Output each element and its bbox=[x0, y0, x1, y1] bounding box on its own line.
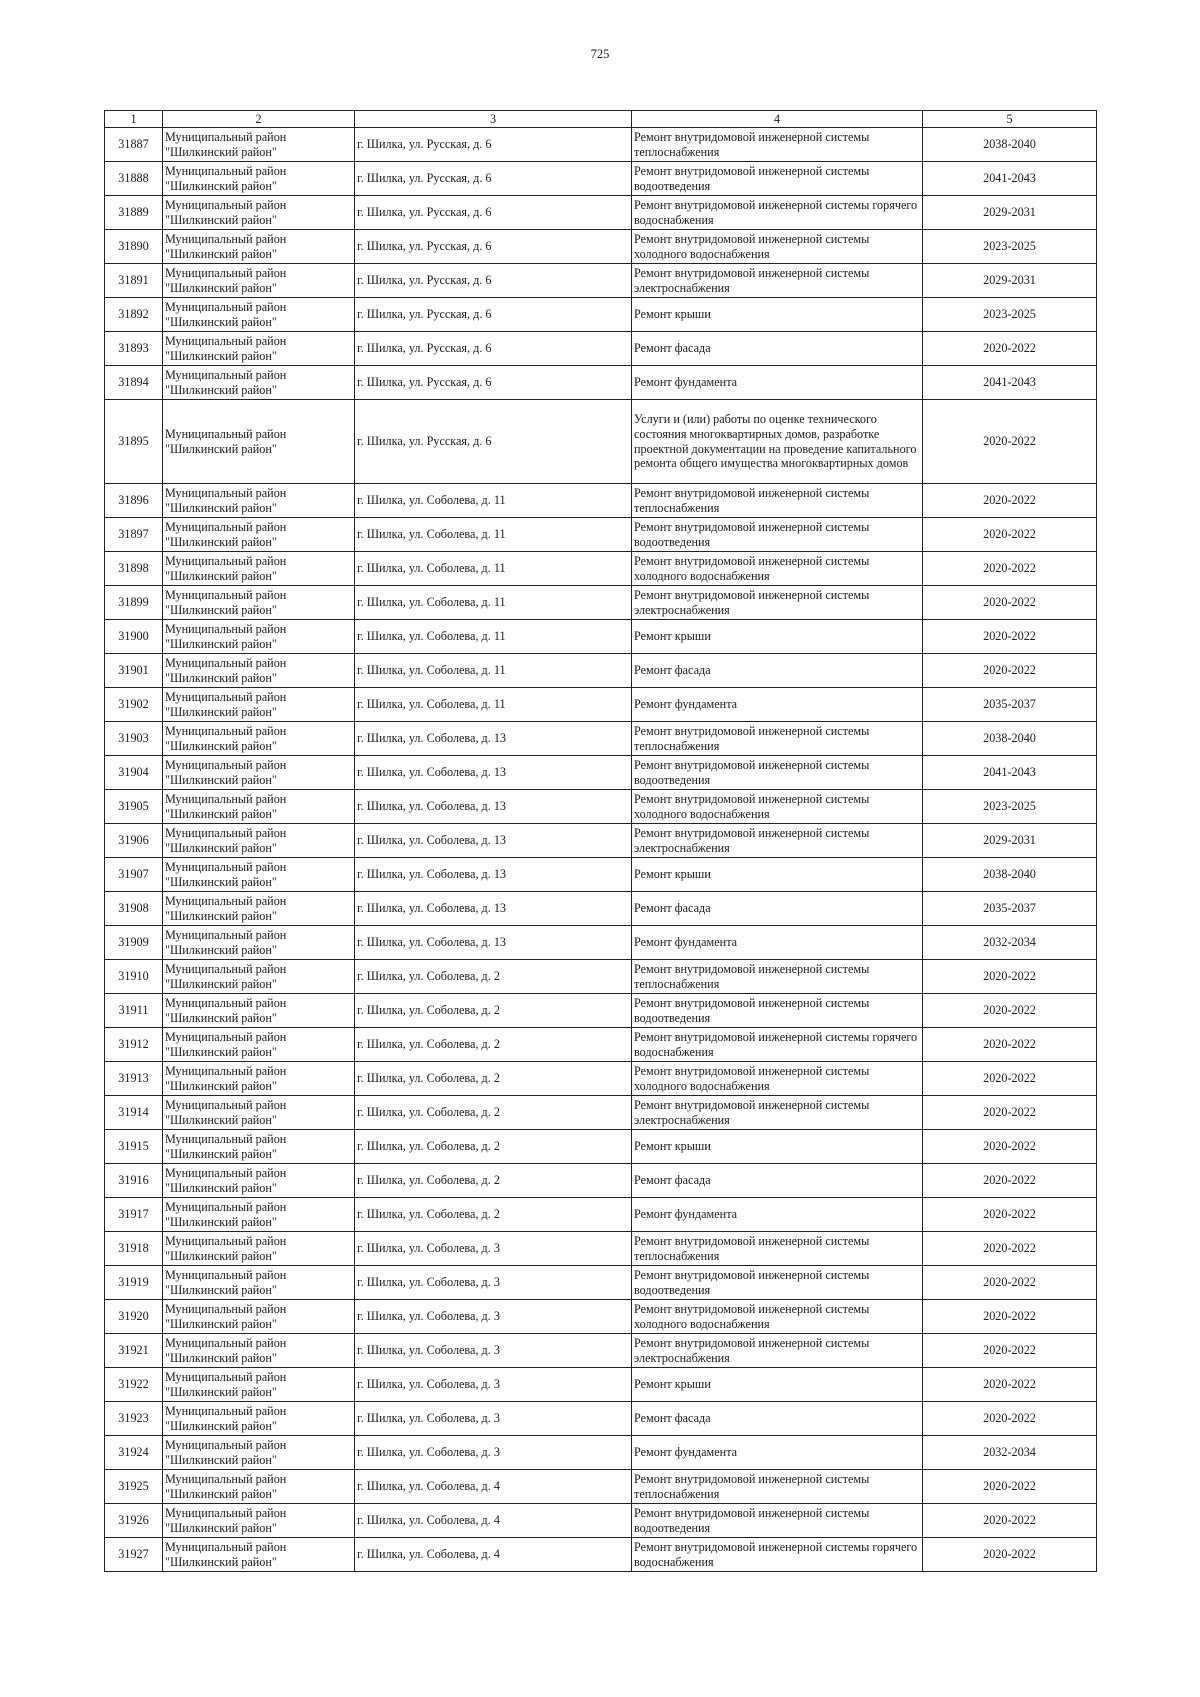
municipal-district: Муниципальный район "Шилкинский район" bbox=[163, 366, 355, 400]
municipal-district: Муниципальный район "Шилкинский район" bbox=[163, 1062, 355, 1096]
row-number: 31911 bbox=[105, 994, 163, 1028]
row-number: 31890 bbox=[105, 230, 163, 264]
house-address: г. Шилка, ул. Соболева, д. 11 bbox=[355, 620, 632, 654]
municipal-district: Муниципальный район "Шилкинский район" bbox=[163, 1266, 355, 1300]
repair-work-type: Ремонт фасада bbox=[632, 332, 923, 366]
table-row bbox=[105, 400, 1097, 484]
row-number: 31920 bbox=[105, 1300, 163, 1334]
table-row bbox=[105, 1130, 1097, 1164]
table-row bbox=[105, 1470, 1097, 1504]
repair-work-type: Ремонт крыши bbox=[632, 1130, 923, 1164]
municipal-district: Муниципальный район "Шилкинский район" bbox=[163, 264, 355, 298]
municipal-district: Муниципальный район "Шилкинский район" bbox=[163, 162, 355, 196]
column-header-1: 1 bbox=[105, 111, 163, 128]
table-row bbox=[105, 484, 1097, 518]
municipal-district: Муниципальный район "Шилкинский район" bbox=[163, 332, 355, 366]
row-number: 31908 bbox=[105, 892, 163, 926]
row-number: 31892 bbox=[105, 298, 163, 332]
planned-period: 2020-2022 bbox=[923, 1300, 1097, 1334]
table-row bbox=[105, 128, 1097, 162]
row-number: 31893 bbox=[105, 332, 163, 366]
house-address: г. Шилка, ул. Соболева, д. 4 bbox=[355, 1538, 632, 1572]
municipal-district: Муниципальный район "Шилкинский район" bbox=[163, 1130, 355, 1164]
house-address: г. Шилка, ул. Соболева, д. 3 bbox=[355, 1402, 632, 1436]
row-number: 31910 bbox=[105, 960, 163, 994]
repair-work-type: Ремонт фундамента bbox=[632, 926, 923, 960]
row-number: 31900 bbox=[105, 620, 163, 654]
row-number: 31912 bbox=[105, 1028, 163, 1062]
repair-work-type: Ремонт внутридомовой инженерной системы холодного водоснабжения bbox=[632, 790, 923, 824]
repair-work-type: Ремонт внутридомовой инженерной системы электроснабжения bbox=[632, 1334, 923, 1368]
planned-period: 2020-2022 bbox=[923, 1164, 1097, 1198]
row-number: 31897 bbox=[105, 518, 163, 552]
repair-work-type: Ремонт фундамента bbox=[632, 366, 923, 400]
municipal-district: Муниципальный район "Шилкинский район" bbox=[163, 1334, 355, 1368]
planned-period: 2032-2034 bbox=[923, 1436, 1097, 1470]
table-row bbox=[105, 1334, 1097, 1368]
house-address: г. Шилка, ул. Русская, д. 6 bbox=[355, 264, 632, 298]
planned-period: 2041-2043 bbox=[923, 756, 1097, 790]
table-row bbox=[105, 960, 1097, 994]
planned-period: 2023-2025 bbox=[923, 790, 1097, 824]
table-row bbox=[105, 1436, 1097, 1470]
repair-work-type: Ремонт внутридомовой инженерной системы холодного водоснабжения bbox=[632, 1062, 923, 1096]
municipal-district: Муниципальный район "Шилкинский район" bbox=[163, 552, 355, 586]
house-address: г. Шилка, ул. Соболева, д. 2 bbox=[355, 960, 632, 994]
row-number: 31894 bbox=[105, 366, 163, 400]
repair-work-type: Ремонт фасада bbox=[632, 654, 923, 688]
planned-period: 2020-2022 bbox=[923, 586, 1097, 620]
repair-work-type: Ремонт внутридомовой инженерной системы водоотведения bbox=[632, 162, 923, 196]
table-row bbox=[105, 1062, 1097, 1096]
repair-work-type: Ремонт фасада bbox=[632, 1402, 923, 1436]
house-address: г. Шилка, ул. Соболева, д. 2 bbox=[355, 1198, 632, 1232]
municipal-district: Муниципальный район "Шилкинский район" bbox=[163, 1300, 355, 1334]
house-address: г. Шилка, ул. Русская, д. 6 bbox=[355, 230, 632, 264]
table-row bbox=[105, 1266, 1097, 1300]
table-body bbox=[105, 128, 1097, 1572]
repair-work-type: Ремонт внутридомовой инженерной системы электроснабжения bbox=[632, 586, 923, 620]
house-address: г. Шилка, ул. Соболева, д. 11 bbox=[355, 654, 632, 688]
house-address: г. Шилка, ул. Соболева, д. 13 bbox=[355, 926, 632, 960]
repair-work-type: Ремонт внутридомовой инженерной системы теплоснабжения bbox=[632, 128, 923, 162]
planned-period: 2020-2022 bbox=[923, 332, 1097, 366]
repair-work-type: Ремонт фасада bbox=[632, 892, 923, 926]
municipal-district: Муниципальный район "Шилкинский район" bbox=[163, 858, 355, 892]
table-row bbox=[105, 518, 1097, 552]
row-number: 31891 bbox=[105, 264, 163, 298]
house-address: г. Шилка, ул. Соболева, д. 11 bbox=[355, 552, 632, 586]
table-row bbox=[105, 552, 1097, 586]
house-address: г. Шилка, ул. Соболева, д. 11 bbox=[355, 518, 632, 552]
municipal-district: Муниципальный район "Шилкинский район" bbox=[163, 1164, 355, 1198]
repair-work-type: Ремонт крыши bbox=[632, 620, 923, 654]
repair-work-type: Ремонт фасада bbox=[632, 1164, 923, 1198]
table-row bbox=[105, 620, 1097, 654]
planned-period: 2032-2034 bbox=[923, 926, 1097, 960]
row-number: 31898 bbox=[105, 552, 163, 586]
row-number: 31925 bbox=[105, 1470, 163, 1504]
house-address: г. Шилка, ул. Соболева, д. 3 bbox=[355, 1300, 632, 1334]
table-row bbox=[105, 1538, 1097, 1572]
repair-work-type: Ремонт внутридомовой инженерной системы водоотведения bbox=[632, 1504, 923, 1538]
table-row bbox=[105, 1028, 1097, 1062]
planned-period: 2020-2022 bbox=[923, 400, 1097, 484]
municipal-district: Муниципальный район "Шилкинский район" bbox=[163, 620, 355, 654]
row-number: 31887 bbox=[105, 128, 163, 162]
row-number: 31926 bbox=[105, 1504, 163, 1538]
house-address: г. Шилка, ул. Русская, д. 6 bbox=[355, 128, 632, 162]
planned-period: 2020-2022 bbox=[923, 552, 1097, 586]
planned-period: 2020-2022 bbox=[923, 1198, 1097, 1232]
table-row bbox=[105, 858, 1097, 892]
house-address: г. Шилка, ул. Соболева, д. 3 bbox=[355, 1232, 632, 1266]
house-address: г. Шилка, ул. Соболева, д. 4 bbox=[355, 1504, 632, 1538]
repair-work-type: Ремонт внутридомовой инженерной системы теплоснабжения bbox=[632, 484, 923, 518]
table-row bbox=[105, 1198, 1097, 1232]
row-number: 31927 bbox=[105, 1538, 163, 1572]
row-number: 31895 bbox=[105, 400, 163, 484]
row-number: 31919 bbox=[105, 1266, 163, 1300]
repair-work-type: Ремонт внутридомовой инженерной системы электроснабжения bbox=[632, 1096, 923, 1130]
house-address: г. Шилка, ул. Соболева, д. 3 bbox=[355, 1436, 632, 1470]
row-number: 31889 bbox=[105, 196, 163, 230]
table-row bbox=[105, 824, 1097, 858]
row-number: 31903 bbox=[105, 722, 163, 756]
repair-work-type: Ремонт внутридомовой инженерной системы электроснабжения bbox=[632, 264, 923, 298]
repair-work-type: Ремонт фундамента bbox=[632, 1198, 923, 1232]
planned-period: 2023-2025 bbox=[923, 298, 1097, 332]
house-address: г. Шилка, ул. Соболева, д. 2 bbox=[355, 1130, 632, 1164]
planned-period: 2029-2031 bbox=[923, 196, 1097, 230]
municipal-district: Муниципальный район "Шилкинский район" bbox=[163, 230, 355, 264]
planned-period: 2023-2025 bbox=[923, 230, 1097, 264]
planned-period: 2035-2037 bbox=[923, 892, 1097, 926]
repair-work-type: Ремонт внутридомовой инженерной системы водоотведения bbox=[632, 518, 923, 552]
planned-period: 2035-2037 bbox=[923, 688, 1097, 722]
house-address: г. Шилка, ул. Соболева, д. 2 bbox=[355, 994, 632, 1028]
table-row bbox=[105, 230, 1097, 264]
house-address: г. Шилка, ул. Соболева, д. 2 bbox=[355, 1096, 632, 1130]
row-number: 31909 bbox=[105, 926, 163, 960]
municipal-district: Муниципальный район "Шилкинский район" bbox=[163, 960, 355, 994]
planned-period: 2020-2022 bbox=[923, 1334, 1097, 1368]
row-number: 31921 bbox=[105, 1334, 163, 1368]
repair-work-type: Ремонт внутридомовой инженерной системы электроснабжения bbox=[632, 824, 923, 858]
municipal-district: Муниципальный район "Шилкинский район" bbox=[163, 1436, 355, 1470]
municipal-district: Муниципальный район "Шилкинский район" bbox=[163, 518, 355, 552]
house-address: г. Шилка, ул. Русская, д. 6 bbox=[355, 298, 632, 332]
page-number: 725 bbox=[590, 47, 610, 61]
table-row bbox=[105, 1232, 1097, 1266]
planned-period: 2020-2022 bbox=[923, 1368, 1097, 1402]
house-address: г. Шилка, ул. Соболева, д. 3 bbox=[355, 1368, 632, 1402]
table-row bbox=[105, 1368, 1097, 1402]
repair-work-type: Ремонт внутридомовой инженерной системы теплоснабжения bbox=[632, 1232, 923, 1266]
row-number: 31916 bbox=[105, 1164, 163, 1198]
repair-work-type: Ремонт внутридомовой инженерной системы холодного водоснабжения bbox=[632, 230, 923, 264]
planned-period: 2038-2040 bbox=[923, 858, 1097, 892]
table-row bbox=[105, 1164, 1097, 1198]
planned-period: 2041-2043 bbox=[923, 162, 1097, 196]
planned-period: 2020-2022 bbox=[923, 1470, 1097, 1504]
repair-work-type: Ремонт внутридомовой инженерной системы теплоснабжения bbox=[632, 722, 923, 756]
municipal-district: Муниципальный район "Шилкинский район" bbox=[163, 654, 355, 688]
row-number: 31888 bbox=[105, 162, 163, 196]
house-address: г. Шилка, ул. Соболева, д. 3 bbox=[355, 1334, 632, 1368]
row-number: 31901 bbox=[105, 654, 163, 688]
municipal-district: Муниципальный район "Шилкинский район" bbox=[163, 688, 355, 722]
row-number: 31922 bbox=[105, 1368, 163, 1402]
municipal-district: Муниципальный район "Шилкинский район" bbox=[163, 1096, 355, 1130]
municipal-district: Муниципальный район "Шилкинский район" bbox=[163, 926, 355, 960]
planned-period: 2020-2022 bbox=[923, 1232, 1097, 1266]
table-row bbox=[105, 162, 1097, 196]
municipal-district: Муниципальный район "Шилкинский район" bbox=[163, 1538, 355, 1572]
repair-work-type: Услуги и (или) работы по оценке технического состояния многоквартирных домов, разработке проектной документации на проведение капитального ремонта общего имущества многоквартирных домов bbox=[632, 400, 923, 484]
house-address: г. Шилка, ул. Русская, д. 6 bbox=[355, 196, 632, 230]
municipal-district: Муниципальный район "Шилкинский район" bbox=[163, 1402, 355, 1436]
column-number-row bbox=[105, 111, 1097, 128]
row-number: 31899 bbox=[105, 586, 163, 620]
planned-period: 2020-2022 bbox=[923, 1130, 1097, 1164]
municipal-district: Муниципальный район "Шилкинский район" bbox=[163, 298, 355, 332]
table-row bbox=[105, 1402, 1097, 1436]
municipal-district: Муниципальный район "Шилкинский район" bbox=[163, 994, 355, 1028]
table-row bbox=[105, 654, 1097, 688]
row-number: 31904 bbox=[105, 756, 163, 790]
row-number: 31917 bbox=[105, 1198, 163, 1232]
house-address: г. Шилка, ул. Русская, д. 6 bbox=[355, 400, 632, 484]
house-address: г. Шилка, ул. Соболева, д. 11 bbox=[355, 484, 632, 518]
house-address: г. Шилка, ул. Соболева, д. 13 bbox=[355, 892, 632, 926]
repair-work-type: Ремонт внутридомовой инженерной системы теплоснабжения bbox=[632, 960, 923, 994]
planned-period: 2020-2022 bbox=[923, 484, 1097, 518]
table-row bbox=[105, 1504, 1097, 1538]
planned-period: 2029-2031 bbox=[923, 264, 1097, 298]
municipal-district: Муниципальный район "Шилкинский район" bbox=[163, 1028, 355, 1062]
row-number: 31915 bbox=[105, 1130, 163, 1164]
column-header-3: 3 bbox=[355, 111, 632, 128]
house-address: г. Шилка, ул. Соболева, д. 13 bbox=[355, 824, 632, 858]
planned-period: 2038-2040 bbox=[923, 128, 1097, 162]
house-address: г. Шилка, ул. Русская, д. 6 bbox=[355, 162, 632, 196]
table-row bbox=[105, 892, 1097, 926]
table-row bbox=[105, 756, 1097, 790]
house-address: г. Шилка, ул. Соболева, д. 13 bbox=[355, 790, 632, 824]
row-number: 31907 bbox=[105, 858, 163, 892]
repair-work-type: Ремонт фундамента bbox=[632, 1436, 923, 1470]
table-row bbox=[105, 994, 1097, 1028]
house-address: г. Шилка, ул. Русская, д. 6 bbox=[355, 332, 632, 366]
house-address: г. Шилка, ул. Соболева, д. 13 bbox=[355, 756, 632, 790]
repair-work-type: Ремонт внутридомовой инженерной системы теплоснабжения bbox=[632, 1470, 923, 1504]
house-address: г. Шилка, ул. Соболева, д. 2 bbox=[355, 1164, 632, 1198]
column-header-5: 5 bbox=[923, 111, 1097, 128]
table-row bbox=[105, 298, 1097, 332]
planned-period: 2029-2031 bbox=[923, 824, 1097, 858]
municipal-district: Муниципальный район "Шилкинский район" bbox=[163, 824, 355, 858]
planned-period: 2020-2022 bbox=[923, 994, 1097, 1028]
table-row bbox=[105, 688, 1097, 722]
table-row bbox=[105, 926, 1097, 960]
repair-work-type: Ремонт крыши bbox=[632, 298, 923, 332]
repair-work-type: Ремонт внутридомовой инженерной системы холодного водоснабжения bbox=[632, 552, 923, 586]
planned-period: 2020-2022 bbox=[923, 654, 1097, 688]
planned-period: 2020-2022 bbox=[923, 1538, 1097, 1572]
municipal-district: Муниципальный район "Шилкинский район" bbox=[163, 756, 355, 790]
row-number: 31918 bbox=[105, 1232, 163, 1266]
table-row bbox=[105, 722, 1097, 756]
house-address: г. Шилка, ул. Соболева, д. 11 bbox=[355, 586, 632, 620]
column-header-2: 2 bbox=[163, 111, 355, 128]
row-number: 31905 bbox=[105, 790, 163, 824]
capital-repair-table bbox=[104, 110, 1097, 1572]
house-address: г. Шилка, ул. Соболева, д. 11 bbox=[355, 688, 632, 722]
house-address: г. Шилка, ул. Соболева, д. 2 bbox=[355, 1028, 632, 1062]
table-row bbox=[105, 586, 1097, 620]
row-number: 31906 bbox=[105, 824, 163, 858]
table-row bbox=[105, 196, 1097, 230]
table-row bbox=[105, 790, 1097, 824]
row-number: 31902 bbox=[105, 688, 163, 722]
row-number: 31896 bbox=[105, 484, 163, 518]
table-row bbox=[105, 366, 1097, 400]
house-address: г. Шилка, ул. Соболева, д. 13 bbox=[355, 858, 632, 892]
planned-period: 2020-2022 bbox=[923, 1096, 1097, 1130]
planned-period: 2020-2022 bbox=[923, 620, 1097, 654]
house-address: г. Шилка, ул. Соболева, д. 2 bbox=[355, 1062, 632, 1096]
repair-work-type: Ремонт крыши bbox=[632, 858, 923, 892]
municipal-district: Муниципальный район "Шилкинский район" bbox=[163, 722, 355, 756]
municipal-district: Муниципальный район "Шилкинский район" bbox=[163, 586, 355, 620]
house-address: г. Шилка, ул. Соболева, д. 13 bbox=[355, 722, 632, 756]
planned-period: 2020-2022 bbox=[923, 1028, 1097, 1062]
table-row bbox=[105, 1096, 1097, 1130]
house-address: г. Шилка, ул. Соболева, д. 3 bbox=[355, 1266, 632, 1300]
municipal-district: Муниципальный район "Шилкинский район" bbox=[163, 1368, 355, 1402]
row-number: 31914 bbox=[105, 1096, 163, 1130]
table-row bbox=[105, 1300, 1097, 1334]
repair-work-type: Ремонт внутридомовой инженерной системы водоотведения bbox=[632, 994, 923, 1028]
planned-period: 2020-2022 bbox=[923, 518, 1097, 552]
municipal-district: Муниципальный район "Шилкинский район" bbox=[163, 1504, 355, 1538]
municipal-district: Муниципальный район "Шилкинский район" bbox=[163, 196, 355, 230]
planned-period: 2020-2022 bbox=[923, 1062, 1097, 1096]
repair-work-type: Ремонт внутридомовой инженерной системы горячего водоснабжения bbox=[632, 196, 923, 230]
row-number: 31923 bbox=[105, 1402, 163, 1436]
house-address: г. Шилка, ул. Соболева, д. 4 bbox=[355, 1470, 632, 1504]
house-address: г. Шилка, ул. Русская, д. 6 bbox=[355, 366, 632, 400]
repair-work-type: Ремонт фундамента bbox=[632, 688, 923, 722]
table-row bbox=[105, 332, 1097, 366]
repair-work-type: Ремонт внутридомовой инженерной системы водоотведения bbox=[632, 756, 923, 790]
municipal-district: Муниципальный район "Шилкинский район" bbox=[163, 1232, 355, 1266]
planned-period: 2020-2022 bbox=[923, 960, 1097, 994]
column-header-4: 4 bbox=[632, 111, 923, 128]
planned-period: 2038-2040 bbox=[923, 722, 1097, 756]
municipal-district: Муниципальный район "Шилкинский район" bbox=[163, 400, 355, 484]
planned-period: 2020-2022 bbox=[923, 1402, 1097, 1436]
row-number: 31924 bbox=[105, 1436, 163, 1470]
repair-work-type: Ремонт внутридомовой инженерной системы горячего водоснабжения bbox=[632, 1028, 923, 1062]
repair-work-type: Ремонт внутридомовой инженерной системы водоотведения bbox=[632, 1266, 923, 1300]
municipal-district: Муниципальный район "Шилкинский район" bbox=[163, 484, 355, 518]
repair-work-type: Ремонт внутридомовой инженерной системы горячего водоснабжения bbox=[632, 1538, 923, 1572]
row-number: 31913 bbox=[105, 1062, 163, 1096]
municipal-district: Муниципальный район "Шилкинский район" bbox=[163, 892, 355, 926]
table-row bbox=[105, 264, 1097, 298]
planned-period: 2020-2022 bbox=[923, 1504, 1097, 1538]
planned-period: 2041-2043 bbox=[923, 366, 1097, 400]
planned-period: 2020-2022 bbox=[923, 1266, 1097, 1300]
municipal-district: Муниципальный район "Шилкинский район" bbox=[163, 128, 355, 162]
repair-work-type: Ремонт внутридомовой инженерной системы холодного водоснабжения bbox=[632, 1300, 923, 1334]
municipal-district: Муниципальный район "Шилкинский район" bbox=[163, 1198, 355, 1232]
municipal-district: Муниципальный район "Шилкинский район" bbox=[163, 790, 355, 824]
repair-work-type: Ремонт крыши bbox=[632, 1368, 923, 1402]
municipal-district: Муниципальный район "Шилкинский район" bbox=[163, 1470, 355, 1504]
